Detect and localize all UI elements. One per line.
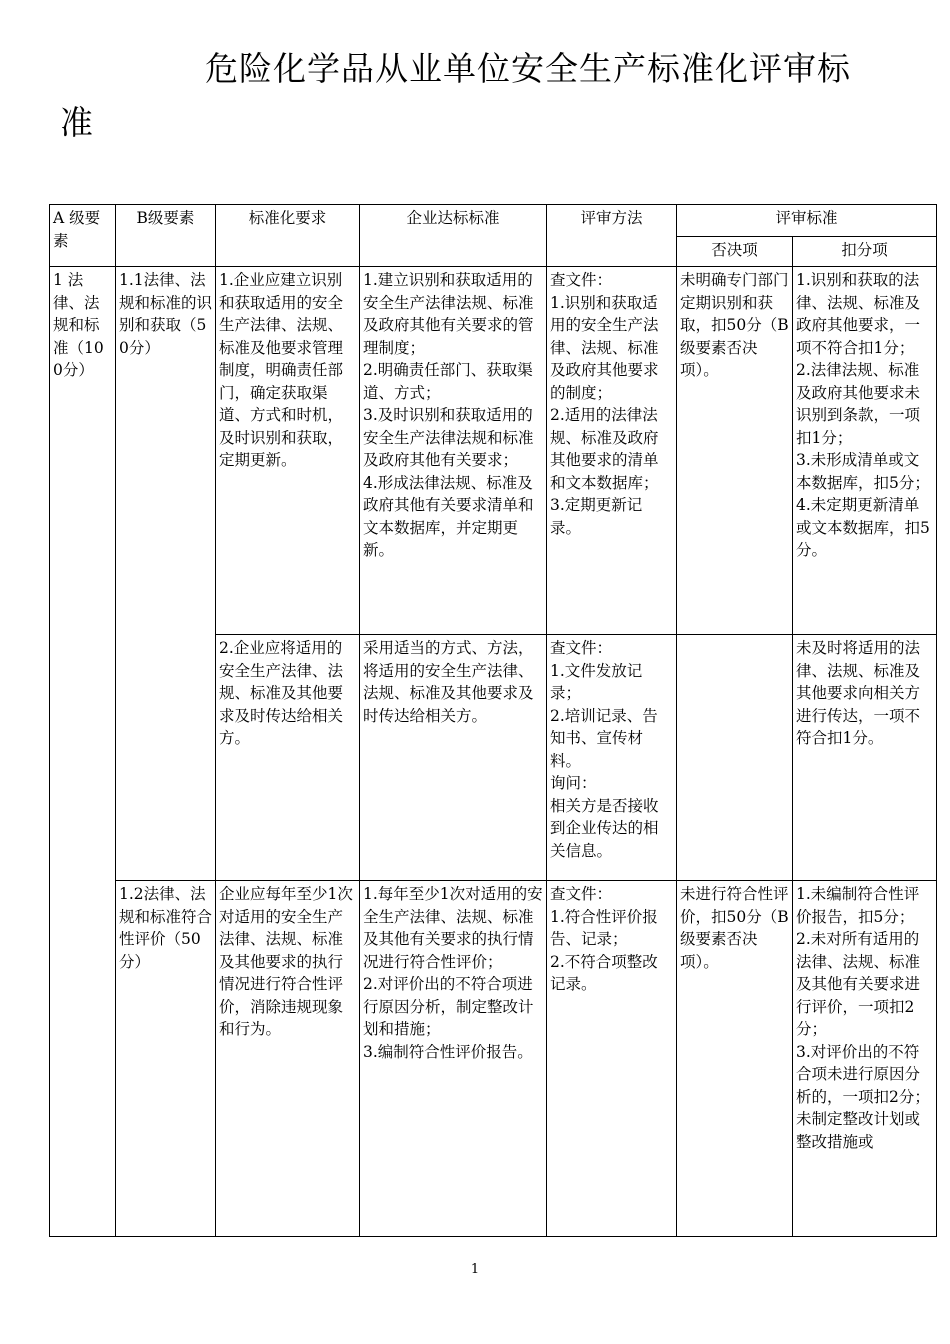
veto-cell: 未进行符合性评价，扣50分（B级要素否决项）。 (677, 881, 793, 1237)
title-line-2: 准 (60, 103, 94, 142)
veto-cell (677, 635, 793, 881)
table-row (50, 267, 937, 635)
method-cell (547, 881, 677, 1237)
header-veto: 否决项 (677, 237, 793, 267)
veto-cell: 未明确专门部门定期识别和获取，扣50分（B级要素否决项）。 (677, 267, 793, 635)
deduct-text: 1.识别和获取的法律、法规、标准及政府其他要求，一项不符合扣1分； 2.法律法规、标准及政府其他要求未识别到条款，一项扣1分； 3.未形成清单或文本数据库，扣5分； 4.未定期更新清单或文本数据库，扣5分。 (796, 271, 930, 559)
header-deduct: 扣分项 (793, 237, 937, 267)
requirement-cell: 企业应每年至少1次对适用的安全生产法律、法规、标准及其他要求的执行情况进行符合性评价，消除违规现象和行为。 (216, 881, 360, 1237)
deduct-cell (793, 881, 937, 1237)
table-row (50, 881, 937, 1237)
requirement-cell: 1.企业应建立识别和获取适用的安全生产法律、法规、标准及他要求管理制度，明确责任部门，确定获取渠道、方式和时机，及时识别和获取，定期更新。 (216, 267, 360, 635)
header-requirement: 标准化要求 (216, 205, 360, 267)
header-standard: 企业达标标准 (360, 205, 547, 267)
standard-text: 1.每年至少1次对适用的安全生产法律、法规、标准及其他有关要求的执行情况进行符合性评价； 2.对评价出的不符合项进行原因分析，制定整改计划和措施； 3.编制符合性评价报告。 (363, 885, 543, 1061)
deduct-cell (793, 635, 937, 881)
method-text: 查文件： 1.文件发放记录； 2.培训记录、告知书、宣传材料。 询问： 相关方是否接收到企业传达的相关信息。 (550, 639, 659, 860)
document-title (60, 42, 910, 150)
b-element-cell: 1.1法律、法规和标准的识别和获取（50分） (116, 267, 216, 881)
deduct-text: 1.未编制符合性评价报告，扣5分； 2.未对所有适用的法律、法规、标准及其他有关要求进行评价，一项扣2分； 3.对评价出的不符合项未进行原因分析的，一项扣2分；未制定整改计划或整改措施或 (796, 885, 930, 1151)
method-text: 查文件： 1.识别和获取适用的安全生产法律、法规、标准及政府其他要求的制度； 2.适用的法律法规、标准及政府其他要求的清单和文本数据库； 3.定期更新记录。 (550, 271, 659, 537)
standard-cell (360, 267, 547, 635)
standard-cell (360, 881, 547, 1237)
header-method: 评审方法 (547, 205, 677, 267)
deduct-cell (793, 267, 937, 635)
b-element-cell: 1.2法律、法规和标准符合性评价（50分） (116, 881, 216, 1237)
header-criteria: 评审标准 (677, 205, 937, 237)
standard-text: 采用适当的方式、方法，将适用的安全生产法律、法规、标准及其他要求及时传达给相关方。 (363, 639, 534, 725)
header-a-element: A 级要素 (50, 205, 116, 267)
evaluation-standard-table (49, 204, 937, 1237)
page-number: 1 (470, 1262, 480, 1277)
header-b-element: B级要素 (116, 205, 216, 267)
method-text: 查文件： 1.符合性评价报告、记录； 2.不符合项整改记录。 (550, 885, 658, 993)
header-row-1 (50, 205, 937, 237)
title-line-1: 危险化学品从业单位安全生产标准化评审标 (205, 49, 851, 88)
deduct-text: 未及时将适用的法律、法规、标准及其他要求向相关方进行传达，一项不符合扣1分。 (796, 639, 921, 747)
standard-cell (360, 635, 547, 881)
a-element-cell: 1 法律、法规和标准（100分） (50, 267, 116, 1237)
method-cell (547, 267, 677, 635)
method-cell (547, 635, 677, 881)
requirement-cell: 2.企业应将适用的安全生产法律、法规、标准及其他要求及时传达给相关方。 (216, 635, 360, 881)
standard-text: 1.建立识别和获取适用的安全生产法律法规、标准及政府其他有关要求的管理制度； 2.明确责任部门、获取渠道、方式； 3.及时识别和获取适用的安全生产法律法规和标准及政府其他有关要求； 4.形成法律法规、标准及政府其他有关要求清单和文本数据库，并定期更新。 (363, 271, 534, 559)
